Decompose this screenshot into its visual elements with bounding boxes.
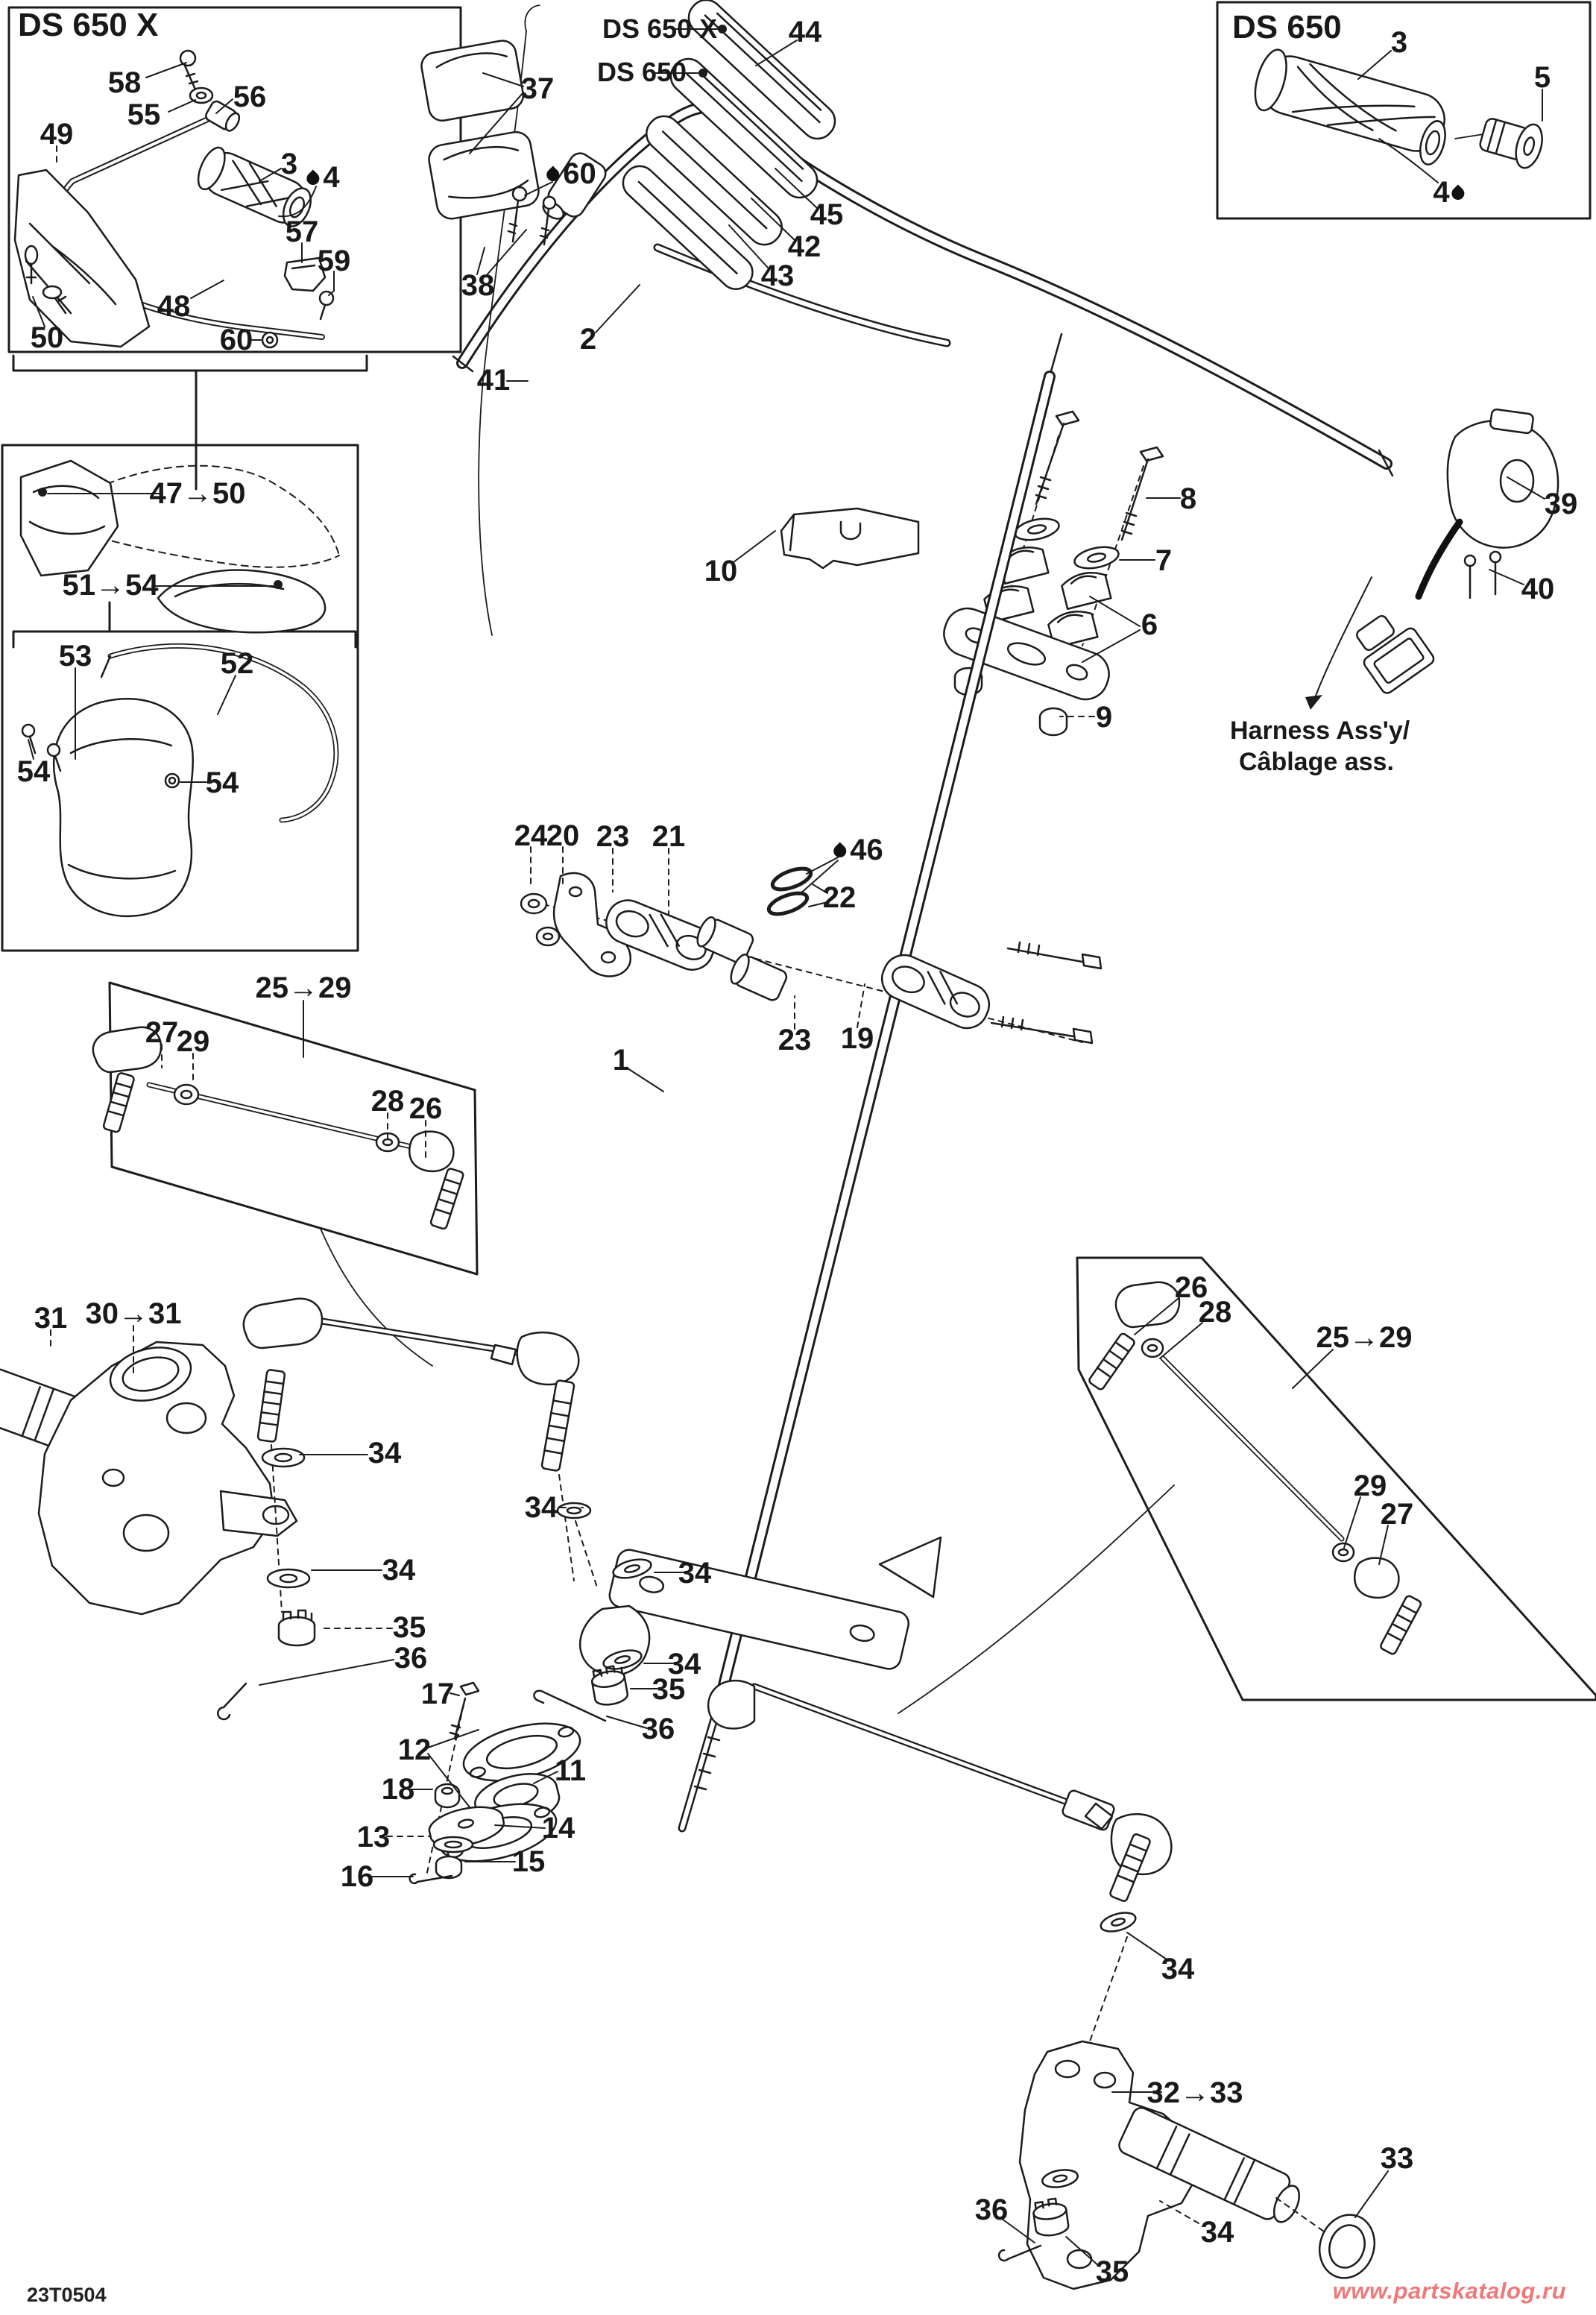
part-label-text: 54 (16, 755, 51, 788)
part-label (108, 68, 142, 98)
part-label (34, 1303, 68, 1333)
part-label (975, 2195, 1009, 2225)
part-label (150, 479, 246, 508)
oil-drop-icon (831, 842, 849, 860)
part-label (394, 1643, 428, 1673)
part-label (318, 246, 351, 276)
part-label-text: 34 (382, 1554, 416, 1587)
part-label-text: DS 650 (597, 57, 687, 87)
part-label (831, 835, 883, 865)
part-label-text: 17 (420, 1678, 455, 1710)
part-label (789, 17, 822, 47)
part-label-text: 50 (30, 321, 64, 354)
part-label (580, 324, 596, 354)
part-label (597, 59, 687, 86)
part-label (596, 822, 630, 851)
part-label-text: 4 (323, 161, 340, 194)
part-label (512, 1847, 546, 1877)
part-label-text: 28 (1198, 1296, 1232, 1329)
part-label (1161, 1954, 1195, 1984)
part-label (206, 768, 239, 798)
part-label (555, 1756, 586, 1786)
oil-drop-icon (544, 166, 562, 183)
part-label-text: 30→31 (85, 1297, 182, 1330)
part-label-text: DS 650 X (18, 7, 159, 43)
part-label (341, 1862, 374, 1892)
part-label-text: 34 (1200, 2216, 1234, 2249)
part-label-text: 29 (176, 1025, 210, 1058)
part-label-text: 23 (596, 820, 630, 853)
part-label-text: 52 (220, 647, 254, 680)
part-label (31, 323, 64, 353)
part-label (1147, 2078, 1243, 2108)
part-label (788, 232, 821, 262)
part-label-text: 46 (850, 834, 883, 866)
part-label (841, 1024, 874, 1053)
part-label-text: 35 (1095, 2255, 1129, 2288)
part-label-text: DS 650 X (602, 13, 718, 44)
part-label-text: 58 (107, 66, 142, 99)
part-label-text: 39 (1544, 488, 1578, 520)
part-label-text: 60 (563, 157, 596, 190)
part-label-text: 32→33 (1146, 2076, 1243, 2109)
part-label-text: 26 (1174, 1271, 1208, 1304)
oil-drop-icon (304, 169, 322, 187)
part-label (823, 883, 857, 913)
part-label-text: DS 650 (1232, 9, 1342, 45)
part-label-text: 7 (1155, 544, 1173, 577)
part-label (1381, 1499, 1414, 1529)
part-label-text: 34 (678, 1557, 712, 1590)
part-label (17, 757, 51, 787)
part-label-text: 38 (461, 269, 495, 302)
part-label-text: 9 (1095, 701, 1113, 734)
part-label (18, 9, 158, 42)
part-label-text: 45 (810, 198, 844, 231)
part-label (1155, 546, 1172, 576)
part-label-text: 48 (157, 290, 191, 323)
part-label-text: 15 (511, 1845, 546, 1878)
part-label (1239, 749, 1394, 775)
part-label-text: 56 (233, 81, 267, 113)
part-label (1381, 2144, 1414, 2173)
part-label-text: Câblage ass. (1239, 748, 1394, 776)
part-label (761, 261, 795, 291)
part-label-text: 2 (579, 323, 597, 356)
part-label-text: 59 (317, 245, 351, 277)
part-label (642, 1714, 675, 1744)
part-label (1201, 2217, 1234, 2247)
oil-drop-icon (1449, 184, 1467, 202)
part-label (1199, 1297, 1232, 1327)
part-label (1391, 28, 1407, 57)
part-label (63, 570, 159, 600)
part-label (602, 13, 718, 44)
part-label-text: 3 (280, 148, 298, 180)
part-label-text: 25→29 (1316, 1321, 1413, 1354)
part-label (382, 1555, 416, 1585)
part-label-text: 42 (787, 230, 821, 263)
part-label (1433, 177, 1468, 207)
part-label-text: 5 (1533, 61, 1551, 94)
part-label (1521, 574, 1555, 604)
part-label (1534, 63, 1551, 92)
part-label (221, 649, 254, 678)
part-label-text: 36 (394, 1642, 428, 1675)
part-label (1096, 702, 1112, 732)
part-label-text: 22 (822, 881, 857, 914)
part-label-text: 24 (514, 819, 548, 852)
part-label (778, 1025, 812, 1055)
part-label-text: 25→29 (255, 971, 352, 1004)
part-label-text: 4 (1433, 176, 1450, 209)
part-label (477, 365, 511, 395)
part-label (652, 822, 686, 851)
part-label-text: 34 (524, 1491, 558, 1524)
part-label-text: 13 (356, 1821, 391, 1853)
document-code: 23T0504 (27, 2284, 107, 2306)
part-label-text: 47→50 (149, 477, 246, 510)
part-label-text: 34 (1161, 1953, 1195, 1985)
part-label (461, 271, 495, 300)
part-label-text: 40 (1521, 573, 1555, 605)
part-label-text: 36 (641, 1713, 675, 1745)
part-label (357, 1822, 391, 1852)
part-label-text: 43 (760, 259, 795, 292)
part-label (544, 159, 596, 189)
part-label-text: 33 (1380, 2142, 1414, 2175)
part-label-text: 34 (667, 1648, 701, 1681)
part-label (177, 1027, 210, 1056)
part-label (220, 325, 253, 355)
part-label-text: 10 (704, 555, 738, 588)
part-label-text: 27 (145, 1016, 179, 1049)
part-label-text: 44 (788, 16, 822, 48)
part-label-text: 26 (409, 1092, 443, 1125)
part-label (1316, 1323, 1413, 1352)
part-label-text: 11 (554, 1754, 587, 1787)
part-label-text: 16 (340, 1860, 374, 1893)
part-label-text: 54 (205, 766, 239, 799)
part-label (542, 1813, 575, 1843)
part-label-text: Harness Ass'y/ (1230, 716, 1410, 745)
part-label-text: 49 (40, 118, 74, 151)
part-label (810, 200, 844, 230)
part-label-text: 60 (219, 324, 253, 356)
part-label-text: 51→54 (62, 569, 159, 602)
watermark-text: www.partskatalog.ru (1332, 2278, 1566, 2304)
part-label (613, 1045, 629, 1075)
part-label-text: 34 (368, 1437, 402, 1470)
part-label (145, 1018, 179, 1048)
part-label-text: 6 (1141, 608, 1158, 641)
part-label-text: 23 (778, 1024, 812, 1056)
part-label-text: 35 (652, 1673, 686, 1706)
part-label (393, 1613, 426, 1642)
part-label (157, 292, 191, 321)
part-label (1180, 484, 1196, 514)
part-label (525, 1493, 558, 1522)
part-label-text: 36 (974, 2193, 1009, 2226)
part-label (514, 821, 548, 851)
part-label (1545, 489, 1578, 519)
part-label (546, 821, 580, 851)
part-label-text: 8 (1179, 482, 1197, 515)
part-label (1232, 11, 1342, 44)
part-label (286, 217, 319, 247)
part-label (86, 1299, 182, 1329)
part-label-text: 57 (285, 215, 319, 248)
part-label-text: 12 (397, 1733, 432, 1766)
part-label-text: 20 (546, 819, 580, 852)
part-label (1096, 2257, 1129, 2287)
part-label-text: 18 (381, 1773, 415, 1806)
part-label (371, 1086, 405, 1116)
part-label (521, 74, 555, 104)
part-label (368, 1438, 402, 1468)
part-label-text: 1 (612, 1044, 630, 1077)
part-label-text: 27 (1380, 1498, 1414, 1531)
part-label (59, 641, 92, 671)
part-label (281, 149, 297, 179)
part-label (409, 1094, 443, 1124)
part-label-text: 37 (520, 72, 555, 105)
part-label-text: 28 (370, 1085, 405, 1118)
part-label (421, 1679, 455, 1709)
part-label-text: 41 (476, 364, 511, 397)
part-label (704, 556, 738, 586)
part-label (233, 82, 267, 112)
part-label (382, 1774, 415, 1804)
part-label (678, 1558, 712, 1588)
part-label (304, 163, 339, 192)
part-label-text: 55 (127, 98, 161, 131)
part-label (256, 973, 352, 1003)
part-label (1141, 610, 1158, 640)
part-label (40, 119, 74, 149)
part-label-text: 53 (58, 640, 92, 673)
part-label-text: 29 (1353, 1470, 1387, 1502)
part-label-text: 19 (840, 1022, 874, 1055)
part-label-text: 31 (34, 1302, 68, 1335)
part-label-text: 35 (392, 1611, 426, 1644)
part-label-text: 21 (652, 820, 686, 853)
part-label (1354, 1471, 1387, 1501)
part-label-text: 14 (541, 1812, 575, 1845)
part-label (398, 1735, 432, 1765)
part-label (1230, 718, 1410, 743)
part-label (652, 1675, 686, 1704)
part-label (127, 100, 161, 130)
part-label-text: 3 (1390, 26, 1408, 59)
